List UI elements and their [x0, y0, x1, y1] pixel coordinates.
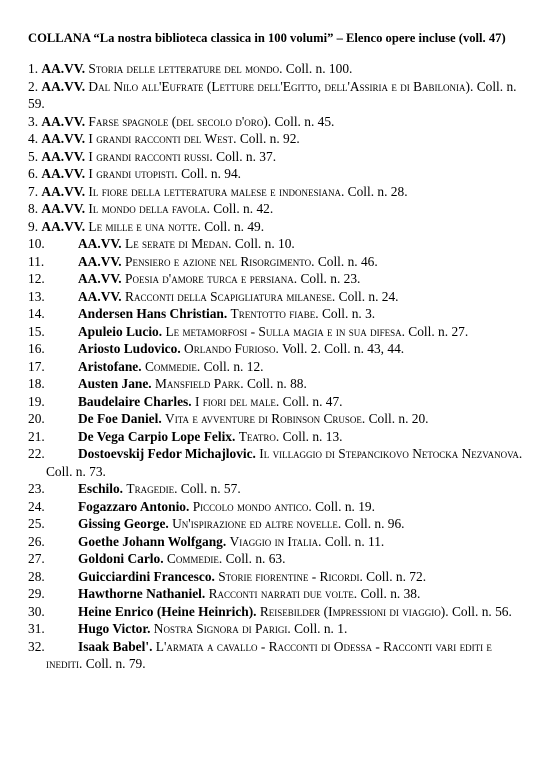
entry-body	[46, 550, 523, 568]
entry-body	[46, 480, 523, 498]
entry-body	[46, 393, 523, 411]
entry-author: Hawthorne Nathaniel.	[78, 586, 206, 601]
entry-title: Tragedie.	[126, 481, 178, 496]
list-item	[28, 568, 523, 586]
entry-number: 21.	[28, 428, 45, 444]
entry-author: AA.VV.	[78, 253, 122, 269]
entry-body	[46, 253, 523, 271]
list-item	[28, 620, 523, 638]
entry-author: Dostoevskij Fedor Michajlovic.	[78, 446, 256, 461]
entry-title: Orlando Furioso.	[184, 341, 279, 356]
list-item	[28, 165, 523, 183]
entry-title: Mansfield Park.	[155, 376, 244, 391]
entry-number: 11.	[28, 253, 45, 269]
entry-number: 2.	[28, 78, 39, 94]
entry-number: 22.	[28, 446, 45, 461]
entry-number: 20.	[28, 411, 45, 426]
entry-collection-number: Coll. n. 42.	[213, 201, 274, 216]
entry-body	[46, 638, 523, 673]
entry-body	[46, 305, 523, 323]
entry-author: AA.VV.	[41, 183, 86, 199]
entry-author: Austen Jane.	[78, 376, 152, 391]
entry-title: Le mille e una notte.	[88, 218, 201, 234]
entry-collection-number: Coll. n. 46.	[317, 253, 378, 269]
entry-author: AA.VV.	[41, 166, 86, 181]
entry-body	[46, 515, 523, 533]
entry-title: Piccolo mondo antico.	[192, 498, 312, 514]
entry-collection-number: Coll. n. 49.	[204, 218, 265, 234]
entry-number: 13.	[28, 288, 45, 304]
entry-collection-number: Coll. n. 100.	[285, 61, 353, 76]
entry-number: 16.	[28, 341, 45, 356]
entry-author: AA.VV.	[41, 148, 86, 164]
entry-title: Storie fiorentine - Ricordi.	[218, 568, 363, 584]
entry-title: I grandi racconti russi.	[88, 148, 213, 164]
entry-title: Il fiore della letteratura malese e indonesiana.	[88, 183, 345, 199]
entry-collection-number: Coll. n. 3.	[321, 306, 376, 321]
entry-author: AA.VV.	[78, 236, 122, 251]
entry-number: 29.	[28, 586, 45, 601]
list-item	[28, 113, 523, 131]
entry-title: Le metamorfosi - Sulla magia e in sua difesa.	[165, 323, 405, 339]
entry-author: AA.VV.	[41, 218, 86, 234]
entry-number: 17.	[28, 358, 45, 374]
list-item	[28, 235, 523, 253]
entry-title: Teatro.	[238, 428, 280, 444]
entry-collection-number: Coll. n. 94.	[181, 166, 242, 181]
entry-title: I fiori del male.	[194, 393, 280, 409]
entry-body	[46, 533, 523, 551]
entry-title: I grandi racconti del West.	[88, 131, 237, 146]
entry-body	[46, 428, 523, 446]
entry-collection-number: Coll. n. 28.	[347, 183, 408, 199]
entry-body	[46, 235, 523, 253]
entry-number: 31.	[28, 621, 45, 636]
entry-number: 14.	[28, 306, 45, 321]
entry-collection-number: Coll. n. 92.	[239, 131, 300, 146]
entry-collection-number: Coll. n. 79.	[85, 656, 146, 671]
entry-author: AA.VV.	[78, 271, 122, 286]
entry-author: AA.VV.	[41, 78, 86, 94]
entry-number: 1.	[28, 61, 39, 76]
entry-number: 4.	[28, 131, 39, 146]
entry-author: Aristofane.	[78, 358, 142, 374]
entry-title: Racconti narrati due volte.	[208, 586, 358, 601]
entry-body	[46, 568, 523, 586]
entry-author: AA.VV.	[41, 201, 86, 216]
entry-author: Gissing George.	[78, 516, 169, 531]
list-item	[28, 603, 523, 621]
entry-collection-number: Coll. n. 24.	[338, 288, 399, 304]
entry-body	[46, 323, 523, 341]
entry-title: Trentotto fiabe.	[230, 306, 319, 321]
entry-title: Storia delle letterature del mondo.	[88, 61, 283, 76]
list-item	[28, 393, 523, 411]
entry-collection-number: Coll. n. 56.	[451, 603, 512, 619]
entry-title: Commedie.	[166, 551, 223, 566]
list-item	[28, 288, 523, 306]
book-list	[28, 60, 523, 673]
entry-title: Un'ispirazione ed altre novelle.	[172, 516, 342, 531]
list-item	[28, 323, 523, 341]
entry-title: Nostra Signora di Parigi.	[153, 621, 291, 636]
entry-author: De Vega Carpio Lope Felix.	[78, 428, 236, 444]
list-item	[28, 200, 523, 218]
entry-author: Andersen Hans Christian.	[78, 306, 228, 321]
entry-number: 8.	[28, 201, 39, 216]
entry-body	[46, 603, 523, 621]
list-item	[28, 148, 523, 166]
entry-collection-number: Coll. n. 10.	[234, 236, 295, 251]
entry-number: 7.	[28, 183, 39, 199]
entry-collection-number: Coll. n. 1.	[294, 621, 348, 636]
entry-number: 27.	[28, 551, 45, 566]
list-item	[28, 375, 523, 393]
entry-author: Goethe Johann Wolfgang.	[78, 533, 227, 549]
entry-body	[46, 585, 523, 603]
list-item	[28, 480, 523, 498]
list-item	[28, 340, 523, 358]
entry-title: Reisebilder (Impressioni di viaggio).	[259, 603, 449, 619]
entry-collection-number: Coll. n. 59.	[28, 78, 517, 111]
entry-number: 23.	[28, 481, 45, 496]
list-item	[28, 550, 523, 568]
entry-title: Vita e avventure di Robinson Crusoe.	[165, 411, 366, 426]
entry-author: AA.VV.	[41, 61, 86, 76]
list-item	[28, 410, 523, 428]
entry-title: Poesia d'amore turca e persiana.	[125, 271, 298, 286]
list-item	[28, 78, 523, 113]
entry-author: Isaak Babel'.	[78, 638, 153, 654]
entry-body	[46, 340, 523, 358]
entry-collection-number: Coll. n. 12.	[203, 358, 264, 374]
list-item	[28, 130, 523, 148]
list-item	[28, 533, 523, 551]
list-item	[28, 270, 523, 288]
entry-number: 10.	[28, 236, 45, 251]
entry-author: AA.VV.	[41, 131, 86, 146]
entry-number: 25.	[28, 516, 45, 531]
entry-body	[46, 498, 523, 516]
entry-collection-number: Coll. n. 88.	[246, 376, 307, 391]
entry-collection-number: Coll. n. 11.	[324, 533, 385, 549]
entry-collection-number: Coll. n. 57.	[180, 481, 241, 496]
list-item	[28, 218, 523, 236]
entry-author: Eschilo.	[78, 481, 124, 496]
entry-author: Ariosto Ludovico.	[78, 341, 181, 356]
entry-author: Baudelaire Charles.	[78, 393, 192, 409]
entry-author: AA.VV.	[41, 113, 86, 129]
entry-body	[46, 375, 523, 393]
entry-title: Farse spagnole (del secolo d'oro).	[88, 113, 272, 129]
entry-title: Commedie.	[144, 358, 201, 374]
entry-collection-number: Coll. n. 45.	[274, 113, 335, 129]
entry-collection-number: Coll. n. 27.	[408, 323, 469, 339]
entry-author: Fogazzaro Antonio.	[78, 498, 190, 514]
entry-number: 19.	[28, 393, 45, 409]
entry-number: 18.	[28, 376, 45, 391]
entry-title: L'armata a cavallo - Racconti di Odessa - Racconti vari editi e inediti.	[46, 638, 492, 671]
entry-number: 30.	[28, 603, 45, 619]
entry-collection-number: Coll. n. 23.	[300, 271, 361, 286]
list-item	[28, 183, 523, 201]
list-item	[28, 428, 523, 446]
entry-body	[46, 288, 523, 306]
entry-number: 15.	[28, 323, 45, 339]
entry-author: Apuleio Lucio.	[78, 323, 163, 339]
entry-title: Dal Nilo all'Eufrate (Letture dell'Egitto, dell'Assiria e di Babilonia).	[88, 78, 474, 94]
list-item	[28, 445, 523, 480]
entry-collection-number: Coll. n. 73.	[46, 463, 106, 479]
entry-number: 28.	[28, 568, 45, 584]
list-item	[28, 585, 523, 603]
entry-number: 12.	[28, 271, 45, 286]
entry-title: Pensiero e azione nel Risorgimento.	[125, 253, 315, 269]
entry-author: Hugo Victor.	[78, 621, 151, 636]
list-item	[28, 358, 523, 376]
entry-collection-number: Coll. n. 47.	[282, 393, 343, 409]
entry-collection-number: Coll. n. 13.	[282, 428, 343, 444]
entry-number: 9.	[28, 218, 39, 234]
entry-body	[46, 445, 523, 480]
entry-body	[46, 270, 523, 288]
list-item	[28, 498, 523, 516]
collection-heading: COLLANA “La nostra biblioteca classica in 100 volumi” – Elenco opere incluse (voll. 47)	[28, 31, 506, 45]
list-item	[28, 305, 523, 323]
entry-number: 3.	[28, 113, 39, 129]
entry-body	[46, 358, 523, 376]
entry-number: 26.	[28, 533, 45, 549]
entry-title: Il villaggio di Stepancikovo Netocka Nezvanova.	[259, 446, 523, 461]
entry-collection-number: Coll. n. 38.	[360, 586, 421, 601]
entry-body	[46, 620, 523, 638]
entry-number: 24.	[28, 498, 45, 514]
entry-number: 5.	[28, 148, 39, 164]
list-item	[28, 515, 523, 533]
entry-number: 6.	[28, 166, 39, 181]
entry-title: Racconti della Scapigliatura milanese.	[125, 288, 336, 304]
entry-author: Guicciardini Francesco.	[78, 568, 215, 584]
entry-author: AA.VV.	[78, 288, 122, 304]
list-item	[28, 638, 523, 673]
entry-number: 32.	[28, 638, 45, 654]
entry-collection-number: Coll. n. 72.	[366, 568, 427, 584]
entry-author: Heine Enrico (Heine Heinrich).	[78, 603, 257, 619]
entry-collection-number: Voll. 2. Coll. n. 43, 44.	[281, 341, 405, 356]
entry-author: De Foe Daniel.	[78, 411, 162, 426]
entry-collection-number: Coll. n. 20.	[368, 411, 429, 426]
entry-collection-number: Coll. n. 37.	[216, 148, 277, 164]
entry-title: I grandi utopisti.	[88, 166, 178, 181]
entry-collection-number: Coll. n. 96.	[344, 516, 405, 531]
entry-title: Il mondo della favola.	[88, 201, 210, 216]
list-item	[28, 253, 523, 271]
entry-body	[46, 410, 523, 428]
entry-title: Le serate di Medan.	[125, 236, 232, 251]
list-item	[28, 60, 523, 78]
entry-author: Goldoni Carlo.	[78, 551, 164, 566]
entry-title: Viaggio in Italia.	[229, 533, 322, 549]
entry-collection-number: Coll. n. 63.	[225, 551, 286, 566]
entry-collection-number: Coll. n. 19.	[315, 498, 375, 514]
